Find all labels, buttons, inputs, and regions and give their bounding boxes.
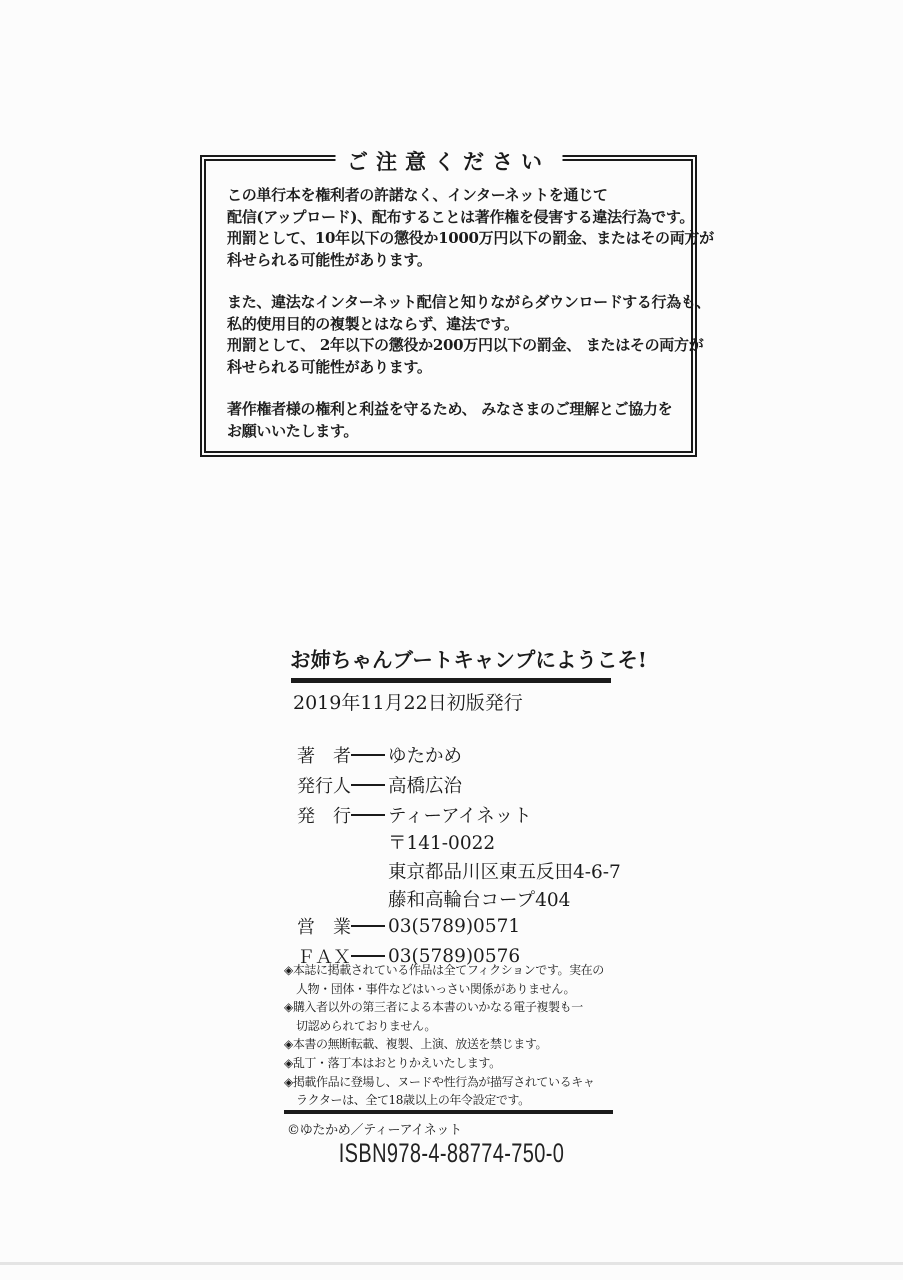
note-line: ◈乱丁・落丁本はおとりかえいたします。 [284, 1055, 501, 1070]
note-line: ◈本書の無断転載、複製、上演、放送を禁じます。 [284, 1037, 548, 1052]
address-line: 東京都品川区東五反田4-6-7 [388, 861, 621, 883]
publication-rows [297, 740, 532, 830]
row-value: ティーアイネット [388, 806, 532, 827]
note-line: 人物・団体・事件などはいっさい関係がありません。 [296, 981, 576, 996]
publication-row [297, 770, 532, 800]
notice-text-line: また、違法なインターネット配信と知りながらダウンロードする行為も、 [227, 293, 711, 311]
book-title: お姉ちゃんブートキャンプにようこそ! [290, 648, 647, 672]
row-value: 03(5789)0576 [388, 945, 521, 967]
notice-text-line: お願いいたします。 [227, 421, 359, 440]
notice-text-line: 著作権者様の権利と利益を守るため、 みなさまのご理解とご協力を [227, 400, 673, 418]
row-value: 高橋広治 [388, 776, 463, 797]
notice-text-line: 配信(アップロード)、配布することは著作権を侵害する違法行為です。 [227, 207, 695, 226]
paragraph-gap [227, 271, 681, 292]
copyright-line: ©ゆたかめ／ティーアイネット [287, 1123, 462, 1138]
publisher-address [388, 830, 621, 916]
row-label: ＦＡＸ [297, 947, 351, 968]
fine-print-notes [284, 961, 604, 1110]
notice-text-line: 刑罰として、 2年以下の懲役か200万円以下の罰金、 またはその両方が [227, 336, 704, 354]
dash-connector [351, 814, 385, 817]
row-label: 発行人 [297, 776, 351, 797]
publication-row [297, 740, 532, 770]
row-value: ゆたかめ [388, 746, 463, 767]
note-line: ◈本誌に掲載されている作品は全てフィクションです。実在の [284, 963, 604, 977]
notice-text-line: 科せられる可能性があります。 [227, 250, 432, 269]
notice-heading: ご注意ください [335, 146, 562, 176]
title-divider [291, 678, 611, 683]
note-line: ◈購入者以外の第三者による本書のいかなる電子複製も一 [284, 1000, 583, 1015]
scan-artifact-line [0, 1262, 903, 1265]
notice-body [206, 161, 714, 442]
contact-row [297, 911, 520, 941]
publication-row [297, 800, 532, 830]
address-line: 〒141-0022 [388, 833, 496, 854]
dash-connector [351, 784, 385, 787]
edition-date: 2019年11月22日初版発行 [293, 692, 523, 714]
row-label: 営 業 [297, 917, 351, 938]
note-line: ◈掲載作品に登場し、ヌードや性行為が描写されているキャ [284, 1074, 595, 1089]
row-value: 03(5789)0571 [388, 915, 521, 937]
bottom-divider [284, 1110, 613, 1114]
notice-text-line: 科せられる可能性があります。 [227, 357, 432, 376]
notice-text-line: この単行本を権利者の許諾なく、インターネットを通じて [227, 186, 608, 204]
dash-connector [351, 925, 385, 928]
isbn-number: ISBN978-4-88774-750-0 [338, 1138, 565, 1168]
address-line: 藤和高輪台コープ404 [388, 890, 571, 911]
note-line: ラクターは、全て18歳以上の年令設定です。 [296, 1093, 530, 1108]
row-label: 発 行 [297, 806, 351, 827]
row-label: 著 者 [297, 746, 351, 767]
paragraph-gap [227, 378, 681, 399]
notice-text-line: 刑罰として、10年以下の懲役か1000万円以下の罰金、またはその両方が [227, 229, 714, 247]
notice-text-line: 私的使用目的の複製とはならず、違法です。 [227, 314, 519, 333]
copyright-notice-box [200, 149, 714, 457]
dash-connector [351, 754, 385, 757]
dash-connector [351, 955, 385, 958]
note-line: 切認められておりません。 [296, 1018, 436, 1033]
